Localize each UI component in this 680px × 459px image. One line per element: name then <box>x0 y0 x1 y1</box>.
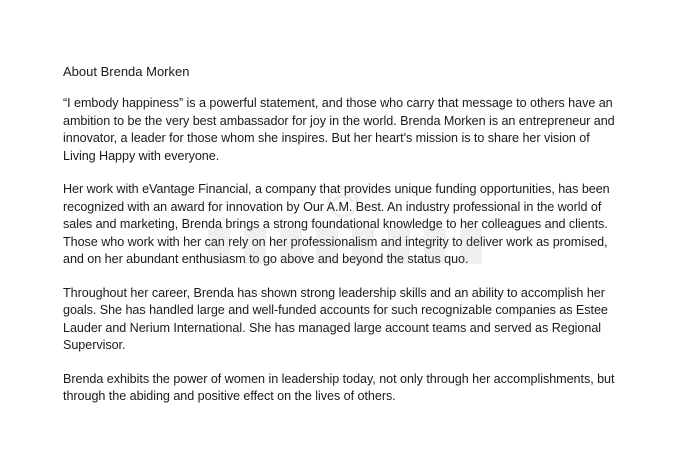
document-title: About Brenda Morken <box>63 64 190 79</box>
paragraph-career: Throughout her career, Brenda has shown strong leadership skills and an ability to accomplish her goals. She has handled large and well-funded accounts for such recognizable companies as Estee Lauder and Nerium International. She has managed large account teams and served as Regional Supervisor. <box>63 285 608 352</box>
paragraph-evantage: Her work with eVantage Financial, a company that provides unique funding opportunities, has been recognized with an award for innovation by Our A.M. Best. An industry professional in the world of sales and marketing, Brenda brings a strong foundational knowledge to her colleagues and clients. Those who work with her can rely on her professionalism and integrity to deliver work as promised, and on her abundant enthusiasm to go above and beyond the status quo. <box>63 182 610 266</box>
paragraph-intro: “I embody happiness” is a powerful statement, and those who carry that message to others have an ambition to be the very best ambassador for joy in the world. Brenda Morken is an entrepreneur and innovator, a leader for those whom she inspires. But her heart's mission is to share her vision of Living Happy with everyone. <box>63 96 615 163</box>
paragraph-leadership: Brenda exhibits the power of women in leadership today, not only through her accomplishments, but through the abiding and positive effect on the lives of others. <box>63 371 615 403</box>
